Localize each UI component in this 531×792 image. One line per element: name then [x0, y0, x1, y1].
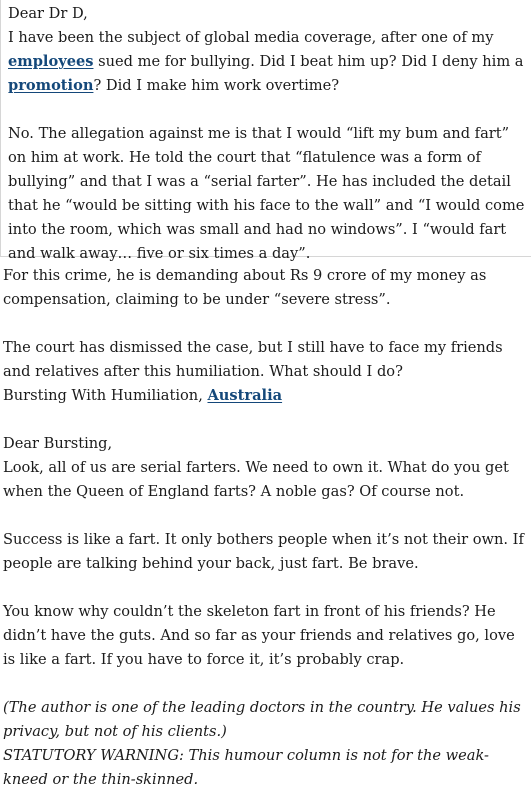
letter-signoff-text: Bursting With Humiliation, — [3, 387, 208, 404]
letter-paragraph-1-text-c: ? Did I make him work overtime? — [93, 77, 340, 94]
letter-signoff — [3, 384, 529, 408]
employees-link[interactable]: employees — [8, 53, 94, 70]
letter-paragraph-1-text-a: I have been the subject of global media coverage, after one of my — [8, 29, 494, 46]
reply-paragraph-1: Look, all of us are serial farters. We need to own it. What do you get when the Queen of England farts? A noble gas? Of course not. — [3, 459, 509, 500]
letter-paragraph-3: For this crime, he is demanding about Rs 9 crore of my money as compensation, claiming to be under “severe stress”. — [3, 267, 487, 308]
reply-salutation: Dear Bursting, — [3, 435, 113, 452]
letter-paragraph-1 — [8, 26, 531, 98]
promotion-link[interactable]: promotion — [8, 77, 94, 94]
letter-salutation: Dear Dr D, — [8, 5, 88, 22]
author-note: (The author is one of the leading doctors in the country. He values his privacy, but not of his clients.) — [3, 699, 521, 740]
quoted-letter-block — [0, 0, 531, 262]
australia-link[interactable]: Australia — [207, 387, 283, 404]
reply-paragraph-3: You know why couldn’t the skeleton fart in front of his friends? He didn’t have the guts. And so far as your friends and relatives go, love is like a fart. If you have to force it, it’s probably crap. — [3, 603, 515, 668]
statutory-warning: STATUTORY WARNING: This humour column is not for the weak-kneed or the thin-skinned. — [3, 747, 489, 788]
letter-paragraph-4: The court has dismissed the case, but I still have to face my friends and relatives after this humiliation. What should I do? — [3, 339, 503, 380]
article-body — [3, 264, 529, 792]
letter-paragraph-1-text-b: sued me for bullying. Did I beat him up? Did I deny him a — [93, 53, 524, 70]
reply-paragraph-2: Success is like a fart. It only bothers people when it’s not their own. If people are talking behind your back, just fart. Be brave. — [3, 531, 524, 572]
letter-paragraph-2: No. The allegation against me is that I would “lift my bum and fart” on him at work. He told the court that “flatulence was a form of bullying” and that I was a “serial farter”. He has included the detail that he “would be sitting with his face to the wall” and “I would come into the room, which was small and had no windows”. I “would fart and walk away… five or six times a day”. — [8, 125, 525, 262]
